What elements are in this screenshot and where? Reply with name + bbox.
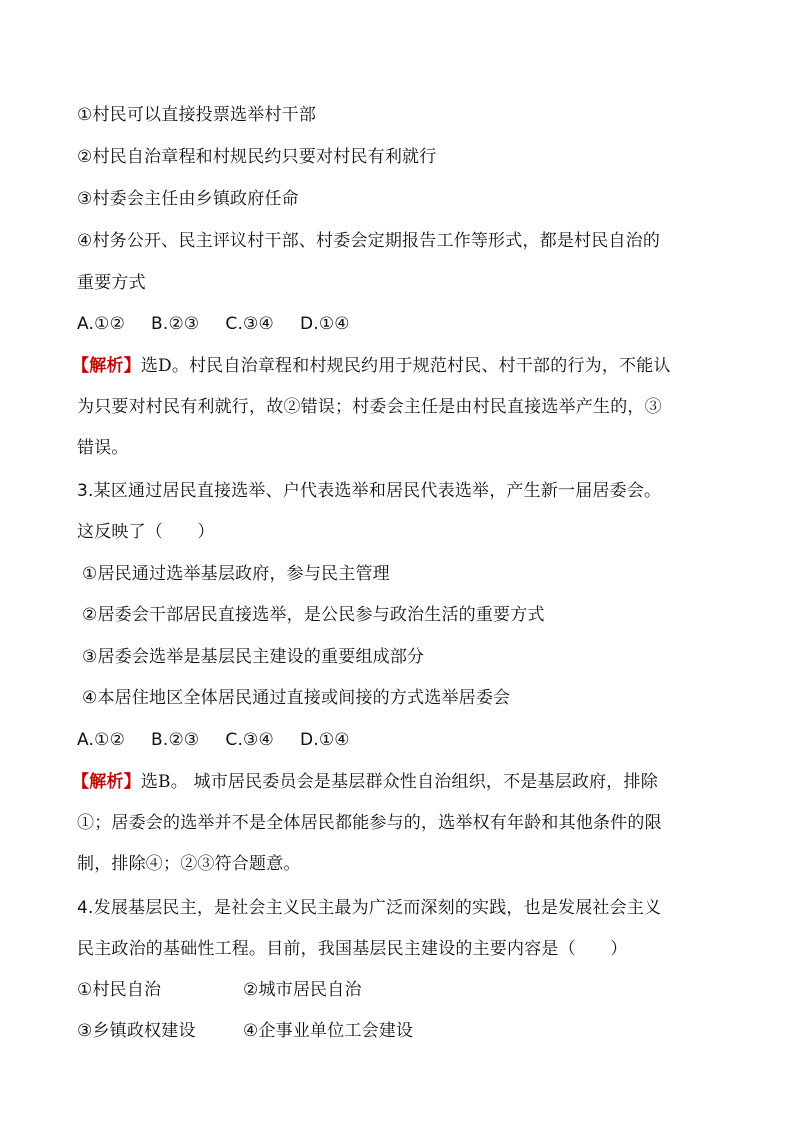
analysis-tag: 【解析】 [72,356,141,376]
q3-item-3: ③居委会选举是基层民主建设的重要组成部分 [82,647,425,667]
q3-analysis-line-1 [72,771,658,793]
q2-analysis-text-1: 选D。村民自治章程和村规民约用于规范村民、村干部的行为，不能认 [140,356,671,376]
q3-analysis-line-2: ①；居委会的选举并不是全体居民都能参与的，选举权有年龄和其他条件的限 [77,813,662,833]
q2-item-4: ④村务公开、民主评议村干部、村委会定期报告工作等形式，都是村民自治的 [77,231,661,251]
q4-stem-line-2: 民主政治的基础性工程。目前，我国基层民主建设的主要内容是（ ） [77,939,628,959]
q2-option-a: A.①② [77,314,126,334]
q2-options [77,313,376,335]
q3-option-b: B.②③ [151,730,200,750]
q3-stem-line-2: 这反映了（ ） [77,522,215,542]
q4-item-1: ①村民自治 [77,980,162,1000]
q4-items-row-2 [77,1020,557,1042]
q3-item-1: ①居民通过选举基层政府，参与民主管理 [82,564,390,584]
q2-option-d: D.①④ [299,314,350,334]
q2-item-2: ②村民自治章程和村规民约只要对村民有利就行 [77,147,437,167]
q2-analysis-line-3: 错误。 [77,438,129,458]
q2-analysis-line-1 [72,355,671,377]
q3-option-c: C.③④ [225,730,274,750]
q4-item-2: ②城市居民自治 [243,980,362,1000]
q2-option-b: B.②③ [151,314,200,334]
q3-analysis-text-1: 选B。 城市居民委员会是基层群众性自治组织，不是基层政府，排除 [140,772,658,792]
q3-stem-line-1: 3.某区通过居民直接选举、户代表选举和居民代表选举，产生新一届居委会。 [77,481,662,501]
q3-options [77,729,376,751]
q2-option-c: C.③④ [225,314,274,334]
q4-item-3: ③乡镇政权建设 [77,1021,196,1041]
q2-item-4-cont: 重要方式 [77,273,146,293]
q3-analysis-line-3: 制，排除④；②③符合题意。 [77,854,301,874]
q4-item-4: ④企事业单位工会建设 [243,1021,414,1041]
q2-item-3: ③村委会主任由乡镇政府任命 [77,189,299,209]
q3-item-2: ②居委会干部居民直接选举，是公民参与政治生活的重要方式 [82,605,545,625]
q4-stem-line-1: 4.发展基层民主，是社会主义民主最为广泛而深刻的实践，也是发展社会主义 [77,898,662,918]
q2-item-1: ①村民可以直接投票选举村干部 [77,105,317,125]
analysis-tag: 【解析】 [72,772,141,792]
q2-analysis-line-2: 为只要对村民有利就行，故②错误；村委会主任是由村民直接选举产生的，③ [77,397,662,417]
q3-item-4: ④本居住地区全体居民通过直接或间接的方式选举居委会 [82,688,511,708]
q3-option-d: D.①④ [299,730,350,750]
q3-option-a: A.①② [77,730,126,750]
q4-items-row-1 [77,979,557,1001]
